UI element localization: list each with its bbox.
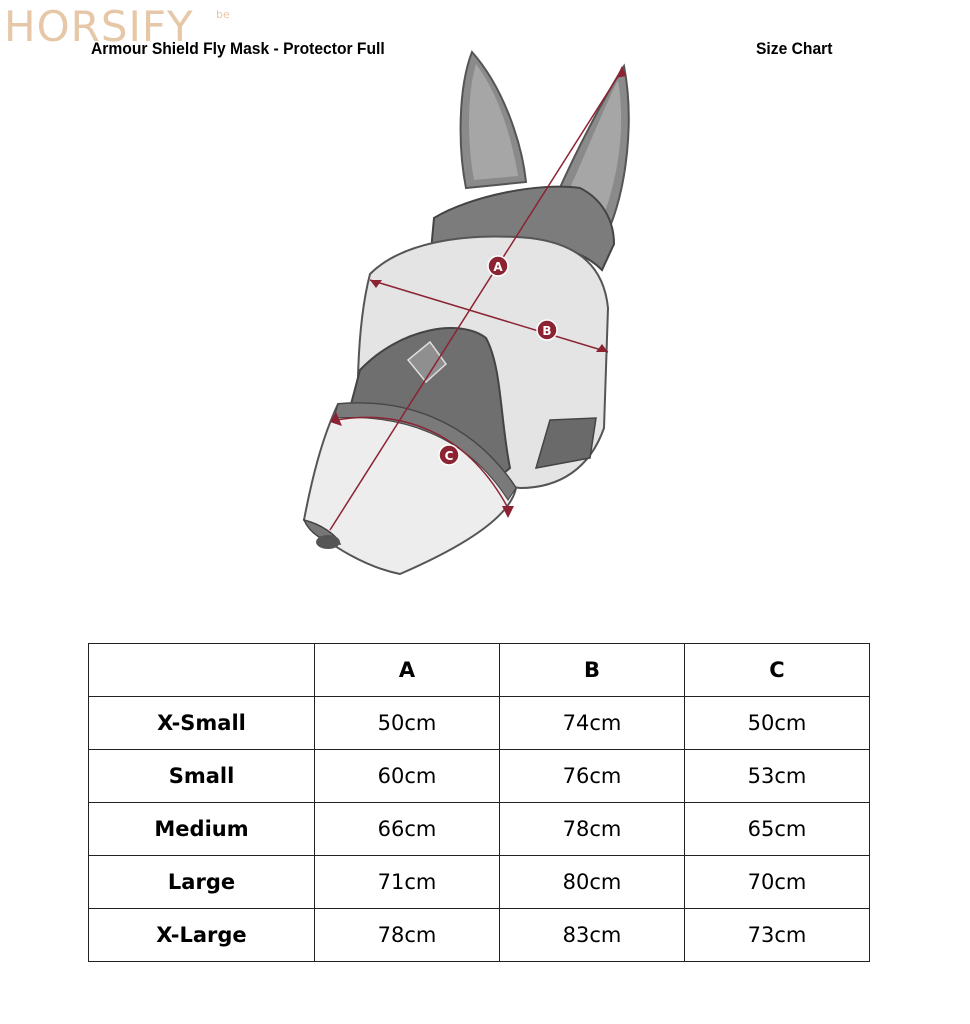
- value-a: 71cm: [315, 856, 500, 909]
- table-row: [89, 856, 870, 909]
- value-c: 53cm: [685, 750, 870, 803]
- marker-a: [488, 256, 508, 276]
- value-b: 74cm: [500, 697, 685, 750]
- marker-c: [439, 445, 459, 465]
- size-label: X-Large: [89, 909, 315, 962]
- size-chart-label: Size Chart: [756, 39, 833, 58]
- marker-b-label: B: [542, 324, 552, 338]
- header-cell-empty: [89, 644, 315, 697]
- marker-b: [537, 320, 557, 340]
- table-row: [89, 750, 870, 803]
- size-label: Small: [89, 750, 315, 803]
- size-label: Large: [89, 856, 315, 909]
- size-label: Medium: [89, 803, 315, 856]
- value-a: 78cm: [315, 909, 500, 962]
- value-b: 78cm: [500, 803, 685, 856]
- value-c: 65cm: [685, 803, 870, 856]
- value-c: 70cm: [685, 856, 870, 909]
- watermark-logo: HORSIFY: [4, 2, 194, 51]
- header-cell-c: C: [685, 644, 870, 697]
- table-row: [89, 909, 870, 962]
- size-label: X-Small: [89, 697, 315, 750]
- value-a: 66cm: [315, 803, 500, 856]
- marker-a-label: A: [493, 260, 503, 274]
- watermark-suffix: be: [216, 8, 230, 21]
- value-b: 76cm: [500, 750, 685, 803]
- marker-c-label: C: [444, 449, 454, 463]
- value-b: 80cm: [500, 856, 685, 909]
- header-cell-a: A: [315, 644, 500, 697]
- fly-mask-illustration: [290, 48, 640, 583]
- page-title: Armour Shield Fly Mask - Protector Full: [91, 39, 385, 58]
- value-b: 83cm: [500, 909, 685, 962]
- value-a: 60cm: [315, 750, 500, 803]
- value-c: 50cm: [685, 697, 870, 750]
- size-table: [88, 643, 870, 962]
- header-cell-b: B: [500, 644, 685, 697]
- value-a: 50cm: [315, 697, 500, 750]
- value-c: 73cm: [685, 909, 870, 962]
- table-row: [89, 697, 870, 750]
- table-row: [89, 803, 870, 856]
- table-header-row: [89, 644, 870, 697]
